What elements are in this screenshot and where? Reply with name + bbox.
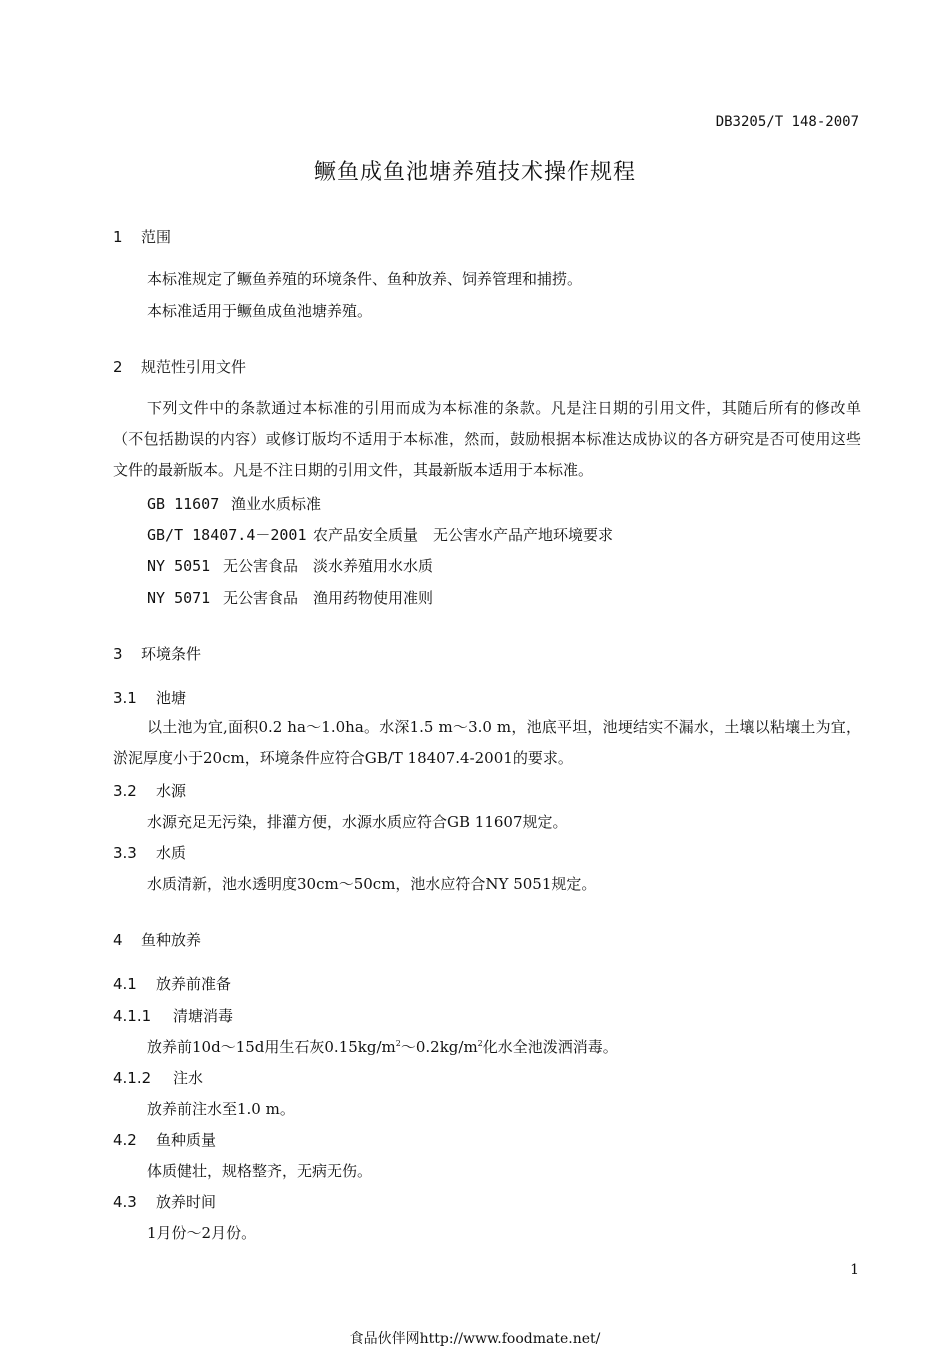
subsection-title: 水质 [156,844,187,862]
reference-item [147,555,433,576]
section-1-heading [113,226,171,247]
section-title: 鱼种放养 [141,931,202,949]
subsection-4-1-2-paragraph: 放养前注水至1.0 m。 [147,1100,295,1118]
subsection-4-1-2-heading [113,1067,203,1088]
reference-title: 农产品安全质量 无公害水产品产地环境要求 [313,526,614,544]
document-code: DB3205/T 148-2007 [715,114,859,130]
footer-watermark: 食品伙伴网http://www.foodmate.net/ [349,1331,601,1347]
page-number: 1 [850,1262,859,1278]
subsection-number: 4.1.1 [113,1007,152,1025]
subsection-number: 3.1 [113,689,137,707]
superscript: 2 [395,1039,401,1048]
subsection-title: 池塘 [156,689,187,707]
subsection-4-2-paragraph: 体质健壮，规格整齐，无病无伤。 [147,1162,373,1180]
section-2-heading [113,356,246,377]
subsection-number: 4.3 [113,1193,137,1211]
subsection-3-1-heading [113,687,186,708]
reference-title: 渔业水质标准 [231,495,322,513]
subsection-3-3-paragraph: 水质清新，池水透明度30cm～50cm，池水应符合NY 5051规定。 [147,875,597,893]
subsection-3-1-paragraph: 以土池为宜,面积0.2 ha～1.0ha。水深1.5 m～3.0 m，池底平坦，池埂结实不漏水，土壤以粘壤土为宜，淤泥厚度小于20cm，环境条件应符合GB/T 18407.4-2001的要求。 [113,718,861,767]
section-title: 环境条件 [141,645,202,663]
subsection-4-1-1-heading [113,1005,233,1026]
section-1-paragraph-2: 本标准适用于鳜鱼成鱼池塘养殖。 [147,302,373,320]
superscript: 2 [477,1039,483,1048]
reference-title: 无公害食品 渔用药物使用准则 [223,589,434,607]
reference-item [147,587,433,608]
subsection-title: 放养时间 [156,1193,217,1211]
subsection-title: 清塘消毒 [173,1007,234,1025]
section-title: 范围 [141,228,172,246]
subsection-3-2-heading [113,780,186,801]
reference-code: GB/T 18407.4－2001 [147,526,307,544]
reference-code: NY 5051 [147,557,211,575]
paragraph-text: 化水全池泼洒消毒。 [482,1038,618,1056]
reference-title: 无公害食品 淡水养殖用水水质 [223,557,434,575]
reference-code: NY 5071 [147,589,211,607]
subsection-4-3-heading [113,1191,216,1212]
section-number: 2 [113,358,123,376]
subsection-number: 4.2 [113,1131,137,1149]
section-number: 1 [113,228,123,246]
section-3-heading [113,643,201,664]
subsection-4-3-paragraph: 1月份～2月份。 [147,1224,257,1242]
section-title: 规范性引用文件 [141,358,247,376]
reference-item [147,493,321,514]
subsection-title: 水源 [156,782,187,800]
section-1-paragraph-1: 本标准规定了鳜鱼养殖的环境条件、鱼种放养、饲养管理和捕捞。 [147,270,583,288]
section-4-heading [113,929,201,950]
subsection-title: 鱼种质量 [156,1131,217,1149]
paragraph-text: ～0.2kg/m [400,1038,478,1056]
subsection-number: 3.2 [113,782,137,800]
reference-item [147,524,613,545]
section-number: 3 [113,645,123,663]
section-number: 4 [113,931,123,949]
subsection-number: 3.3 [113,844,137,862]
subsection-3-3-heading [113,842,186,863]
document-title: 鳜鱼成鱼池塘养殖技术操作规程 [313,160,636,185]
subsection-number: 4.1.2 [113,1069,152,1087]
subsection-title: 放养前准备 [156,975,232,993]
subsection-title: 注水 [173,1069,204,1087]
paragraph-text: 放养前10d～15d用生石灰0.15kg/m [147,1038,396,1056]
section-2-paragraph: 下列文件中的条款通过本标准的引用而成为本标准的条款。凡是注日期的引用文件，其随后所有的修改单（不包括勘误的内容）或修订版均不适用于本标准，然而，鼓励根据本标准达成协议的各方研究是否可使用这些文件的最新版本。凡是不注日期的引用文件，其最新版本适用于本标准。 [113,399,861,479]
reference-code: GB 11607 [147,495,220,513]
subsection-3-2-paragraph: 水源充足无污染，排灌方便，水源水质应符合GB 11607规定。 [147,813,568,831]
subsection-number: 4.1 [113,975,137,993]
subsection-4-1-1-paragraph [147,1036,618,1057]
subsection-4-1-heading [113,973,231,994]
subsection-4-2-heading [113,1129,216,1150]
